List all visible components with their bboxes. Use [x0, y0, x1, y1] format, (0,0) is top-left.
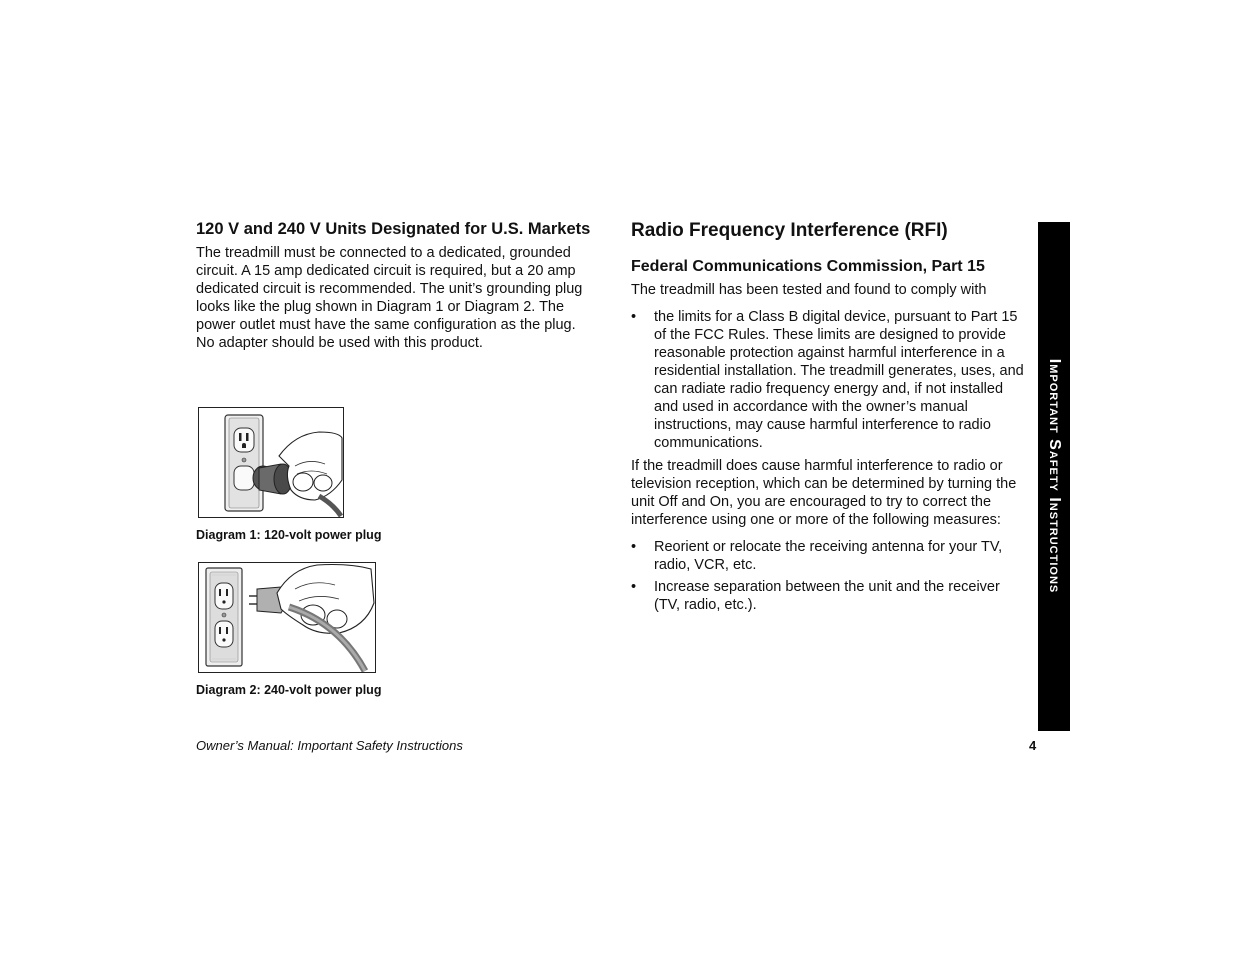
- bullet-symbol: •: [631, 579, 637, 595]
- list-item: [631, 578, 1026, 614]
- plug-240v-drawing: [199, 563, 375, 672]
- diagram-2-caption: Diagram 2: 240-volt power plug: [196, 683, 382, 697]
- right-column: [631, 219, 1026, 614]
- interference-paragraph: If the treadmill does cause harmful interference to radio or television reception, which can be determined by turning the unit Off and On, you are encouraged to try to correct the interference using one or more of the following measures:: [631, 458, 1017, 528]
- plug-120v-drawing: [199, 408, 343, 517]
- section-title-us-units: 120 V and 240 V Units Designated for U.S. Markets: [196, 220, 591, 238]
- list-item-text: Reorient or relocate the receiving antenna for your TV, radio, VCR, etc.: [654, 539, 1003, 573]
- footer-manual-title: Owner’s Manual: Important Safety Instructions: [196, 738, 463, 753]
- bullet-symbol: •: [631, 309, 637, 325]
- list-item: [631, 308, 1026, 452]
- measures-list: [631, 538, 1026, 614]
- fcc-limits-list: [631, 308, 1026, 452]
- diagram-1-120v-plug-illustration: [198, 407, 344, 518]
- bullet-symbol: •: [631, 539, 637, 555]
- list-item: [631, 538, 1026, 574]
- list-item-text: Increase separation between the unit and the receiver (TV, radio, etc.).: [654, 579, 1000, 613]
- page-number: 4: [1029, 738, 1037, 753]
- fcc-subtitle: Federal Communications Commission, Part 15: [631, 258, 985, 275]
- rfi-title: Radio Frequency Interference (RFI): [631, 220, 948, 241]
- fcc-intro: The treadmill has been tested and found to comply with: [631, 282, 987, 298]
- left-column: [196, 219, 592, 352]
- list-item-text: the limits for a Class B digital device, pursuant to Part 15 of the FCC Rules. These limits are designed to provide reasonable protection against harmful interference in a residential installation. The treadmill generates, uses, and can radiate radio frequency energy and, if not installed and used in accordance with the owner’s manual instructions, may cause harmful interference to radio communications.: [654, 309, 1024, 451]
- diagram-1-caption: Diagram 1: 120-volt power plug: [196, 528, 382, 542]
- power-requirements-paragraph: The treadmill must be connected to a dedicated, grounded circuit. A 15 amp dedicated circuit is required, but a 20 amp dedicated circuit is recommended. The unit’s grounding plug looks like the plug shown in Diagram 1 or Diagram 2. The power outlet must have the same configuration as the plug. No adapter should be used with this product.: [196, 245, 583, 351]
- side-tab-label: Important Safety Instructions: [1046, 358, 1063, 594]
- diagram-2-240v-plug-illustration: [198, 562, 376, 673]
